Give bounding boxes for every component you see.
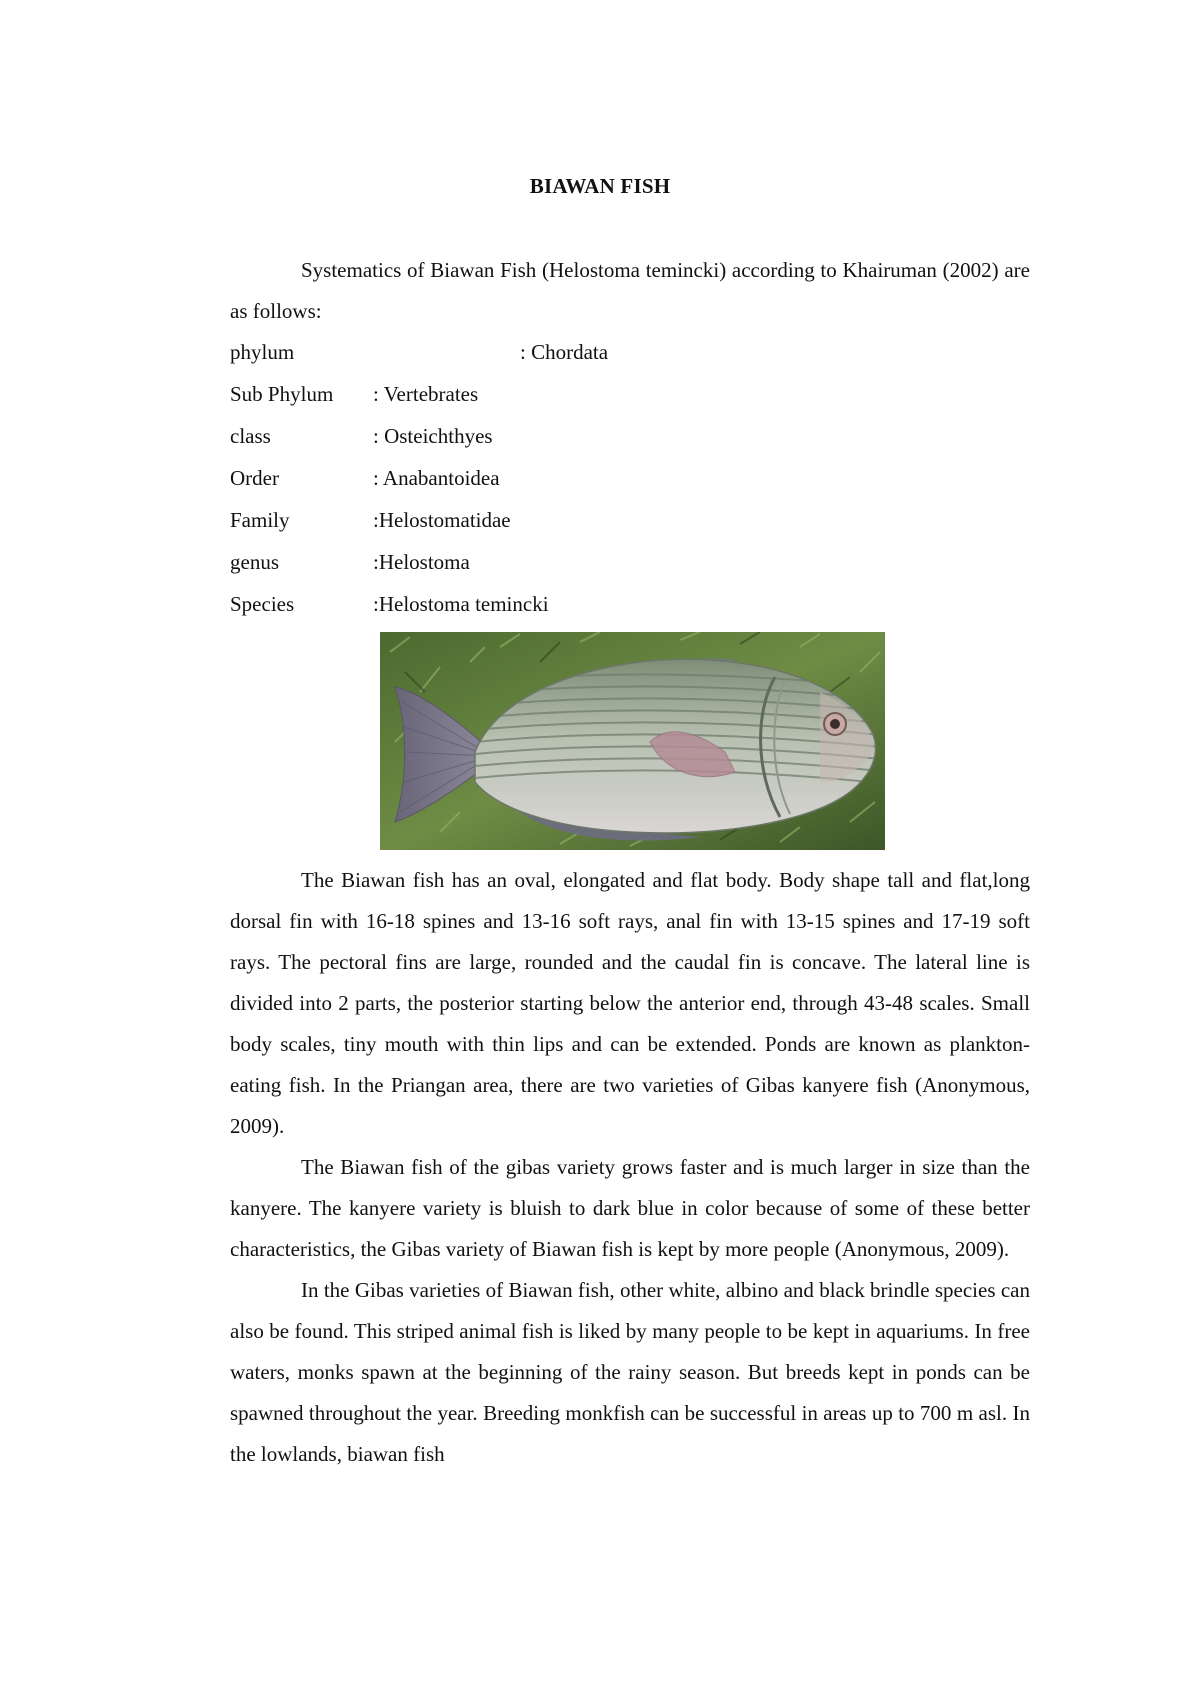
taxonomy-value: :Helostoma [373,550,470,574]
taxonomy-value: : Chordata [520,340,609,364]
taxonomy-value: : Osteichthyes [373,424,493,448]
taxonomy-label: Sub Phylum [230,382,334,406]
fish-photo-icon [380,632,885,850]
taxonomy-label: Species [230,592,295,616]
fish-photo [380,632,885,850]
intro-paragraph: Systematics of Biawan Fish (Helostoma temincki) according to Khairuman (2002) are as follows: [230,258,1030,323]
body-paragraph-3: In the Gibas varieties of Biawan fish, other white, albino and black brindle species can also be found. This striped animal fish is liked by many people to be kept in aquariums. In free waters, monks spawn at the beginning of the rainy season. But breeds kept in ponds can be spawned throughout the year. Breeding monkfish can be successful in areas up to 700 m asl. In the lowlands, biawan fish [230,1278,1030,1466]
taxonomy-value: : Vertebrates [373,382,479,406]
taxonomy-value: : Anabantoidea [373,466,500,490]
intro-paragraph-block [230,250,1030,332]
document-title: BIAWAN FISH [529,174,671,198]
body-paragraph-2: The Biawan fish of the gibas variety grows faster and is much larger in size than the kanyere. The kanyere variety is bluish to dark blue in color because of some of these better characteristics, the Gibas variety of Biawan fish is kept by more people (Anonymous, 2009). [230,1155,1030,1261]
body-paragraph-1: The Biawan fish has an oval, elongated and flat body. Body shape tall and flat,long dorsal fin with 16-18 spines and 13-16 soft rays, anal fin with 13-15 spines and 17-19 soft rays. The pectoral fins are large, rounded and the caudal fin is concave. The lateral line is divided into 2 parts, the posterior starting below the anterior end, through 43-48 scales. Small body scales, tiny mouth with thin lips and can be extended. Ponds are known as plankton-eating fish. In the Priangan area, there are two varieties of Gibas kanyere fish (Anonymous, 2009). [230,868,1030,1138]
body-text [230,860,1030,1475]
taxonomy-value: :Helostoma temincki [373,592,549,616]
taxonomy-label: class [230,424,271,448]
taxonomy-label: Order [230,466,279,490]
taxonomy-label: Family [230,508,290,532]
taxonomy-label: phylum [230,340,295,364]
taxonomy-label: genus [230,550,279,574]
taxonomy-value: :Helostomatidae [373,508,511,532]
